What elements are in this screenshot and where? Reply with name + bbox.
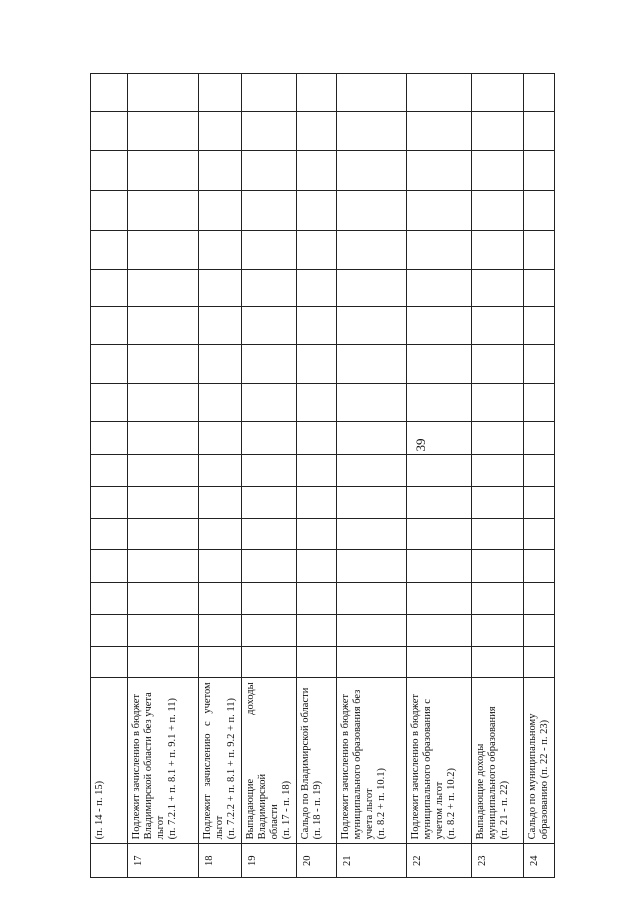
empty-cell [524,112,555,151]
empty-cell [199,487,242,519]
row-label-line: Выпадающие доходы [475,743,486,840]
empty-cell [407,615,472,647]
empty-cell [524,150,555,190]
row-label-line: (п. 14 - п. 15) [94,780,105,840]
empty-cell [524,421,555,454]
row-label-line: Подлежит зачислению с учетом льгот [202,682,225,840]
empty-cell [297,518,337,550]
row-number: 19 [242,844,297,878]
empty-cell [199,190,242,230]
empty-cell [407,646,472,678]
empty-cell [407,487,472,519]
row-label [407,678,472,844]
empty-cell [199,74,242,112]
empty-cell [337,150,407,190]
row-label-line: (п. 7.2.1 + п. 8.1 + п. 9.1 + п. 11) [167,698,178,840]
empty-cell [297,74,337,112]
table-row [297,74,337,878]
empty-cell [128,582,199,615]
row-label-line: (п. 8.2 + п. 10.1) [376,767,387,840]
empty-cell [128,190,199,230]
empty-cell [472,150,524,190]
empty-cell [407,454,472,487]
empty-cell [337,190,407,230]
empty-cell [472,230,524,269]
empty-cell [242,150,297,190]
empty-cell [128,646,199,678]
empty-cell [407,582,472,615]
empty-cell [199,269,242,307]
empty-cell [199,230,242,269]
empty-cell [242,550,297,583]
empty-cell [199,550,242,583]
empty-cell [337,518,407,550]
empty-cell [91,487,128,519]
empty-cell [337,384,407,422]
empty-cell [297,615,337,647]
empty-cell [524,74,555,112]
row-number [91,844,128,878]
empty-cell [524,615,555,647]
empty-cell [407,345,472,384]
table-row [91,74,128,878]
empty-cell [407,112,472,151]
empty-cell [407,421,472,454]
empty-cell [297,112,337,151]
empty-cell [242,74,297,112]
row-label-line: муниципального образования [487,706,498,840]
empty-cell [91,615,128,647]
row-label-line: муниципального образования с [422,699,433,840]
empty-cell [242,384,297,422]
row-label [337,678,407,844]
row-label-line: (п. 18 - п. 19) [312,780,323,840]
empty-cell [472,421,524,454]
empty-cell [524,487,555,519]
empty-cell [524,269,555,307]
empty-cell [524,550,555,583]
row-label [91,678,128,844]
empty-cell [91,230,128,269]
row-number: 18 [199,844,242,878]
empty-cell [297,384,337,422]
row-number: 23 [472,844,524,878]
empty-cell [91,384,128,422]
empty-cell [472,112,524,151]
row-label [128,678,199,844]
page-number: 39 [413,438,428,452]
empty-cell [199,345,242,384]
empty-cell [297,646,337,678]
empty-cell [91,112,128,151]
empty-cell [128,615,199,647]
empty-cell [524,518,555,550]
empty-cell [128,518,199,550]
empty-cell [91,345,128,384]
row-number: 17 [128,844,199,878]
empty-cell [337,230,407,269]
row-number: 22 [407,844,472,878]
empty-cell [337,454,407,487]
empty-cell [407,307,472,345]
empty-cell [91,454,128,487]
empty-cell [407,518,472,550]
row-label [242,678,297,844]
empty-cell [407,384,472,422]
row-label-line: учетом льгот [434,781,445,840]
table-row [524,74,555,878]
empty-cell [297,454,337,487]
empty-cell [297,421,337,454]
empty-cell [242,230,297,269]
empty-cell [337,615,407,647]
empty-cell [407,269,472,307]
empty-cell [128,345,199,384]
table-row [199,74,242,878]
row-label [199,678,242,844]
empty-cell [472,74,524,112]
empty-cell [472,550,524,583]
empty-cell [297,487,337,519]
empty-cell [91,518,128,550]
row-label [524,678,555,844]
empty-cell [242,269,297,307]
empty-cell [128,150,199,190]
row-label-line: Сальдо по Владимирской области [300,687,311,840]
empty-cell [242,345,297,384]
empty-cell [242,421,297,454]
empty-cell [407,230,472,269]
empty-cell [407,550,472,583]
empty-cell [242,112,297,151]
empty-cell [242,646,297,678]
empty-cell [337,74,407,112]
table-row [337,74,407,878]
empty-cell [472,454,524,487]
empty-cell [407,150,472,190]
empty-cell [242,518,297,550]
empty-cell [297,345,337,384]
empty-cell [91,582,128,615]
empty-cell [297,550,337,583]
row-label-line: (п. 7.2.2 + п. 8.1 + п. 9.2 + п. 11) [226,698,237,840]
empty-cell [524,582,555,615]
row-label-line: Подлежит зачислению в бюджет [410,694,421,840]
empty-cell [337,487,407,519]
empty-cell [297,230,337,269]
row-label-line: Подлежит зачислению в бюджет [131,694,142,840]
row-label-line: (п. 17 - п. 18) [281,780,292,840]
empty-cell [91,269,128,307]
empty-cell [199,646,242,678]
row-label [297,678,337,844]
empty-cell [337,269,407,307]
empty-cell [297,190,337,230]
empty-cell [199,384,242,422]
table-row [407,74,472,878]
empty-cell [91,150,128,190]
empty-cell [297,582,337,615]
row-number: 21 [337,844,407,878]
empty-cell [524,345,555,384]
empty-cell [242,307,297,345]
empty-cell [242,454,297,487]
row-label-line: льгот [155,815,166,840]
row-label-line: образованию (п. 22 - п. 23) [539,719,550,840]
row-label-line: учета льгот [364,788,375,840]
empty-cell [337,421,407,454]
table-row [242,74,297,878]
empty-cell [128,307,199,345]
empty-cell [524,190,555,230]
empty-cell [524,454,555,487]
empty-cell [199,112,242,151]
empty-cell [472,190,524,230]
empty-cell [337,582,407,615]
empty-cell [128,550,199,583]
empty-cell [91,550,128,583]
empty-cell [337,646,407,678]
empty-cell [128,74,199,112]
empty-cell [242,582,297,615]
empty-cell [199,454,242,487]
row-number: 24 [524,844,555,878]
empty-cell [242,487,297,519]
empty-cell [242,190,297,230]
row-label-line: (п. 21 - п. 22) [499,780,510,840]
empty-cell [472,487,524,519]
empty-cell [524,307,555,345]
empty-cell [407,190,472,230]
empty-cell [242,615,297,647]
empty-cell [472,582,524,615]
empty-cell [91,421,128,454]
empty-cell [472,646,524,678]
empty-cell [128,112,199,151]
empty-cell [297,307,337,345]
row-number: 20 [297,844,337,878]
empty-cell [91,190,128,230]
empty-cell [199,150,242,190]
empty-cell [524,230,555,269]
empty-cell [297,150,337,190]
empty-cell [91,74,128,112]
empty-cell [472,518,524,550]
empty-cell [337,307,407,345]
empty-cell [337,550,407,583]
empty-cell [199,582,242,615]
row-label-line: Выпадающие доходы Владимирской [245,682,268,840]
row-label-line: Владимирской области без учета [143,692,154,840]
empty-cell [337,112,407,151]
empty-cell [472,269,524,307]
row-label-line: Подлежит зачислению в бюджет [340,694,351,840]
empty-cell [472,307,524,345]
empty-cell [199,307,242,345]
table-row [472,74,524,878]
empty-cell [524,646,555,678]
empty-cell [128,454,199,487]
empty-cell [128,384,199,422]
empty-cell [199,518,242,550]
empty-cell [128,487,199,519]
empty-cell [297,269,337,307]
row-label-line: области [269,804,280,840]
empty-cell [199,421,242,454]
empty-cell [91,307,128,345]
empty-cell [337,345,407,384]
table-row [128,74,199,878]
empty-cell [472,345,524,384]
empty-cell [128,230,199,269]
empty-cell [91,646,128,678]
empty-cell [407,74,472,112]
row-label-line: Сальдо по муниципальному [527,713,538,840]
empty-cell [472,615,524,647]
empty-cell [524,384,555,422]
empty-cell [128,421,199,454]
row-label [472,678,524,844]
row-label-line: муниципального образования без [352,689,363,840]
empty-cell [128,269,199,307]
empty-cell [199,615,242,647]
empty-cell [472,384,524,422]
calculation-table [90,73,550,878]
row-label-line: (п. 8.2 + п. 10.2) [446,767,457,840]
